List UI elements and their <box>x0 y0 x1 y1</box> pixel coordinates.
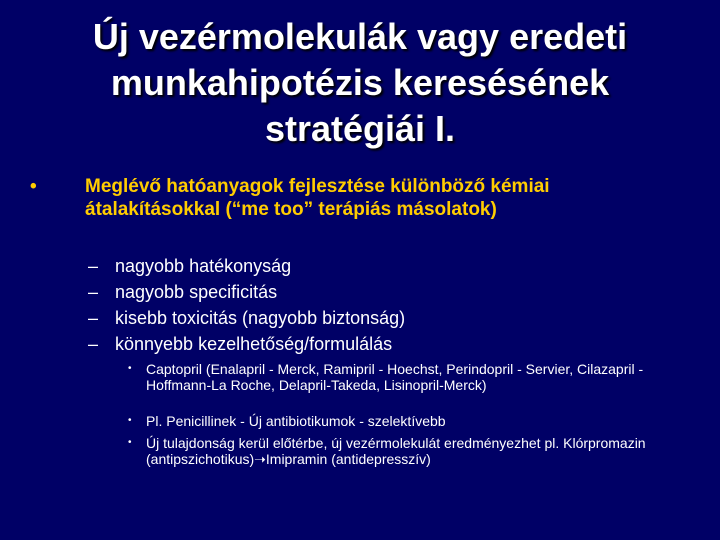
example-item <box>128 435 668 467</box>
sub-point <box>88 281 648 304</box>
right-arrow-icon: ➝ <box>254 451 266 467</box>
title-line-2: munkahipotézis keresésének <box>110 62 610 103</box>
example-text: Captopril (Enalapril - Merck, Ramipril - Hoechst, Perindopril - Servier, Cilazapril - Hoffmann-La Roche, Delapril-Takeda, Lisinopril-Merck) <box>146 361 644 393</box>
title-line-1: Új vezérmolekulák vagy eredeti <box>92 16 628 57</box>
example-item <box>128 413 668 429</box>
main-point-text: Meglévő hatóanyagok fejlesztése különböző kémiai átalakításokkal (“me too” terápiás másolatok) <box>85 176 550 220</box>
small-bullet-icon: • <box>128 415 132 426</box>
dash-icon: – <box>88 334 99 354</box>
example-text-part1: Új tulajdonság kerül előtérbe, új vezérmolekulát eredményezhet pl. Klórpromazin (antipszichotikus) <box>146 435 646 467</box>
sub-point-text: kisebb toxicitás (nagyobb biztonság) <box>115 308 406 328</box>
example-item <box>128 361 668 393</box>
example-text: Pl. Penicillinek - Új antibiotikumok - szelektívebb <box>146 413 446 429</box>
sub-point-text: nagyobb specificitás <box>115 282 278 302</box>
title-line-3: stratégiái I. <box>264 108 456 149</box>
main-bullet-point <box>30 175 590 221</box>
sub-point-text: könnyebb kezelhetőség/formulálás <box>115 334 393 354</box>
sub-point <box>88 333 648 356</box>
sub-point-text: nagyobb hatékonyság <box>115 256 292 276</box>
small-bullet-icon: • <box>128 363 132 374</box>
sub-point <box>88 255 648 278</box>
small-bullet-icon: • <box>128 437 132 448</box>
slide-title <box>20 14 700 152</box>
bullet-icon: • <box>30 176 37 197</box>
example-text <box>146 435 668 467</box>
dash-icon: – <box>88 256 99 276</box>
dash-icon: – <box>88 282 99 302</box>
dash-icon: – <box>88 308 99 328</box>
example-text-part2: Imipramin (antidepresszív) <box>265 451 431 467</box>
sub-point <box>88 307 648 330</box>
